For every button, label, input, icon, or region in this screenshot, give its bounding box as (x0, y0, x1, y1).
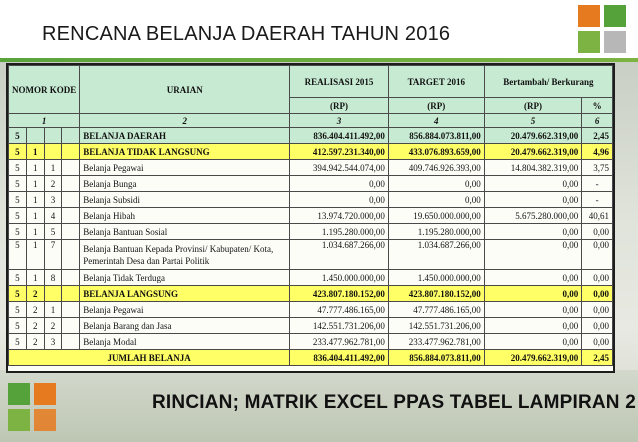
header-pct: % (582, 98, 613, 114)
code-cell: 2 (26, 302, 44, 318)
pct-cell: 3,75 (582, 160, 613, 176)
code-cell: 1 (26, 144, 44, 160)
table-row (9, 160, 613, 176)
pct-cell: 0,00 (582, 270, 613, 286)
code-cell: 8 (44, 270, 62, 286)
uraian-cell: BELANJA LANGSUNG (80, 286, 290, 302)
code-cell: 5 (9, 270, 27, 286)
table-total-row (9, 350, 613, 366)
realisasi-cell: 0,00 (290, 192, 389, 208)
pct-cell: 0,00 (582, 240, 613, 270)
code-cell (62, 176, 80, 192)
header-target: TARGET 2016 (388, 66, 484, 98)
total-realisasi: 836.404.411.492,00 (290, 350, 389, 366)
realisasi-cell: 233.477.962.781,00 (290, 334, 389, 350)
target-cell: 1.450.000.000,00 (388, 270, 484, 286)
code-cell (62, 334, 80, 350)
code-cell (62, 286, 80, 302)
target-cell: 409.746.926.393,00 (388, 160, 484, 176)
table-row (9, 318, 613, 334)
selisih-cell: 0,00 (484, 176, 581, 192)
pct-cell: 2,45 (582, 128, 613, 144)
selisih-cell: 0,00 (484, 270, 581, 286)
code-cell: 5 (9, 176, 27, 192)
selisih-cell: 20.479.662.319,00 (484, 128, 581, 144)
table-row (9, 240, 613, 270)
code-cell: 7 (44, 240, 62, 270)
realisasi-cell: 1.034.687.266,00 (290, 240, 389, 270)
code-cell: 3 (44, 334, 62, 350)
total-pct: 2,45 (582, 350, 613, 366)
code-cell (62, 128, 80, 144)
uraian-cell: Belanja Bantuan Sosial (80, 224, 290, 240)
realisasi-cell: 142.551.731.206,00 (290, 318, 389, 334)
uraian-cell: BELANJA TIDAK LANGSUNG (80, 144, 290, 160)
realisasi-cell: 1.195.280.000,00 (290, 224, 389, 240)
realisasi-cell: 47.777.486.165,00 (290, 302, 389, 318)
code-cell: 2 (44, 176, 62, 192)
code-cell: 2 (26, 334, 44, 350)
table-row (9, 286, 613, 302)
table-row (9, 208, 613, 224)
code-cell: 5 (9, 318, 27, 334)
code-cell: 1 (26, 208, 44, 224)
code-cell: 5 (9, 224, 27, 240)
header-rp: (RP) (388, 98, 484, 114)
realisasi-cell: 836.404.411.492,00 (290, 128, 389, 144)
header-colnum: 5 (484, 114, 581, 128)
realisasi-cell: 412.597.231.340,00 (290, 144, 389, 160)
code-cell: 5 (9, 144, 27, 160)
table-row (9, 224, 613, 240)
decor-square-lightgreen (8, 409, 30, 431)
code-cell: 3 (44, 192, 62, 208)
code-cell: 5 (9, 208, 27, 224)
code-cell: 5 (44, 224, 62, 240)
code-cell: 1 (44, 302, 62, 318)
selisih-cell: 0,00 (484, 286, 581, 302)
uraian-cell: Belanja Modal (80, 334, 290, 350)
decor-square-gray (604, 31, 626, 53)
decor-square-orange (578, 5, 600, 27)
code-cell (62, 240, 80, 270)
slide-title: RENCANA BELANJA DAERAH TAHUN 2016 (42, 23, 451, 45)
code-cell: 2 (26, 318, 44, 334)
pct-cell: - (582, 192, 613, 208)
code-cell: 5 (9, 334, 27, 350)
header-colnum: 2 (80, 114, 290, 128)
table-row (9, 192, 613, 208)
title-underline (0, 58, 638, 62)
table-row (9, 334, 613, 350)
header-kode: NOMOR KODE (9, 66, 80, 114)
realisasi-cell: 394.942.544.074,00 (290, 160, 389, 176)
uraian-cell: Belanja Bunga (80, 176, 290, 192)
header-realisasi: REALISASI 2015 (290, 66, 389, 98)
table-row (9, 302, 613, 318)
selisih-cell: 0,00 (484, 318, 581, 334)
realisasi-cell: 1.450.000.000,00 (290, 270, 389, 286)
code-cell: 1 (26, 176, 44, 192)
target-cell: 1.034.687.266,00 (388, 240, 484, 270)
budget-table-container (6, 63, 615, 373)
total-selisih: 20.479.662.319,00 (484, 350, 581, 366)
selisih-cell: 0,00 (484, 192, 581, 208)
decor-square-orange (34, 383, 56, 405)
header-rp: (RP) (290, 98, 389, 114)
selisih-cell: 20.479.662.319,00 (484, 144, 581, 160)
decor-square-green (8, 383, 30, 405)
pct-cell: - (582, 176, 613, 192)
selisih-cell: 0,00 (484, 224, 581, 240)
pct-cell: 40,61 (582, 208, 613, 224)
code-cell (62, 302, 80, 318)
code-cell: 1 (26, 224, 44, 240)
realisasi-cell: 423.807.180.152,00 (290, 286, 389, 302)
selisih-cell: 14.804.382.319,00 (484, 160, 581, 176)
target-cell: 0,00 (388, 176, 484, 192)
target-cell: 1.195.280.000,00 (388, 224, 484, 240)
code-cell (62, 192, 80, 208)
code-cell: 4 (44, 208, 62, 224)
header-colnum: 6 (582, 114, 613, 128)
target-cell: 233.477.962.781,00 (388, 334, 484, 350)
uraian-cell: Belanja Hibah (80, 208, 290, 224)
header-uraian: URAIAN (80, 66, 290, 114)
header-colnum: 3 (290, 114, 389, 128)
code-cell (62, 160, 80, 176)
code-cell (26, 128, 44, 144)
uraian-cell: Belanja Subsidi (80, 192, 290, 208)
selisih-cell: 0,00 (484, 302, 581, 318)
code-cell: 1 (26, 160, 44, 176)
code-cell (62, 224, 80, 240)
slide-caption: RINCIAN; MATRIK EXCEL PPAS TABEL LAMPIRAN 2 (152, 392, 636, 413)
code-cell (62, 208, 80, 224)
header-colnum: 4 (388, 114, 484, 128)
decor-square-orange (34, 409, 56, 431)
code-cell: 1 (44, 160, 62, 176)
code-cell: 5 (9, 128, 27, 144)
table-row (9, 270, 613, 286)
code-cell: 1 (26, 270, 44, 286)
uraian-cell: Belanja Barang dan Jasa (80, 318, 290, 334)
target-cell: 423.807.180.152,00 (388, 286, 484, 302)
code-cell (62, 318, 80, 334)
pct-cell: 4,96 (582, 144, 613, 160)
pct-cell: 0,00 (582, 224, 613, 240)
table-row (9, 128, 613, 144)
budget-table (8, 65, 613, 366)
selisih-cell: 0,00 (484, 334, 581, 350)
realisasi-cell: 13.974.720.000,00 (290, 208, 389, 224)
pct-cell: 0,00 (582, 318, 613, 334)
header-rp: (RP) (484, 98, 581, 114)
target-cell: 47.777.486.165,00 (388, 302, 484, 318)
target-cell: 433.076.893.659,00 (388, 144, 484, 160)
pct-cell: 0,00 (582, 334, 613, 350)
total-target: 856.884.073.811,00 (388, 350, 484, 366)
code-cell (62, 270, 80, 286)
code-cell: 5 (9, 192, 27, 208)
decor-square-lightgreen (578, 31, 600, 53)
total-label: JUMLAH BELANJA (9, 350, 290, 366)
pct-cell: 0,00 (582, 302, 613, 318)
code-cell: 1 (26, 192, 44, 208)
code-cell: 2 (44, 318, 62, 334)
realisasi-cell: 0,00 (290, 176, 389, 192)
target-cell: 856.884.073.811,00 (388, 128, 484, 144)
code-cell (62, 144, 80, 160)
code-cell: 5 (9, 286, 27, 302)
uraian-cell: Belanja Tidak Terduga (80, 270, 290, 286)
uraian-cell: Belanja Pegawai (80, 160, 290, 176)
header-bertambah: Bertambah/ Berkurang (484, 66, 612, 98)
target-cell: 0,00 (388, 192, 484, 208)
code-cell: 5 (9, 240, 27, 270)
table-row (9, 144, 613, 160)
code-cell (44, 286, 62, 302)
code-cell: 1 (26, 240, 44, 270)
decor-square-green (604, 5, 626, 27)
target-cell: 19.650.000.000,00 (388, 208, 484, 224)
uraian-cell: Belanja Pegawai (80, 302, 290, 318)
code-cell: 5 (9, 160, 27, 176)
uraian-cell: Belanja Bantuan Kepada Provinsi/ Kabupaten/ Kota, Pemerintah Desa dan Partai Politik (80, 240, 290, 270)
header-colnum: 1 (9, 114, 80, 128)
target-cell: 142.551.731.206,00 (388, 318, 484, 334)
code-cell: 2 (26, 286, 44, 302)
selisih-cell: 5.675.280.000,00 (484, 208, 581, 224)
code-cell: 5 (9, 302, 27, 318)
code-cell (44, 144, 62, 160)
code-cell (44, 128, 62, 144)
pct-cell: 0,00 (582, 286, 613, 302)
uraian-cell: BELANJA DAERAH (80, 128, 290, 144)
table-row (9, 176, 613, 192)
selisih-cell: 0,00 (484, 240, 581, 270)
